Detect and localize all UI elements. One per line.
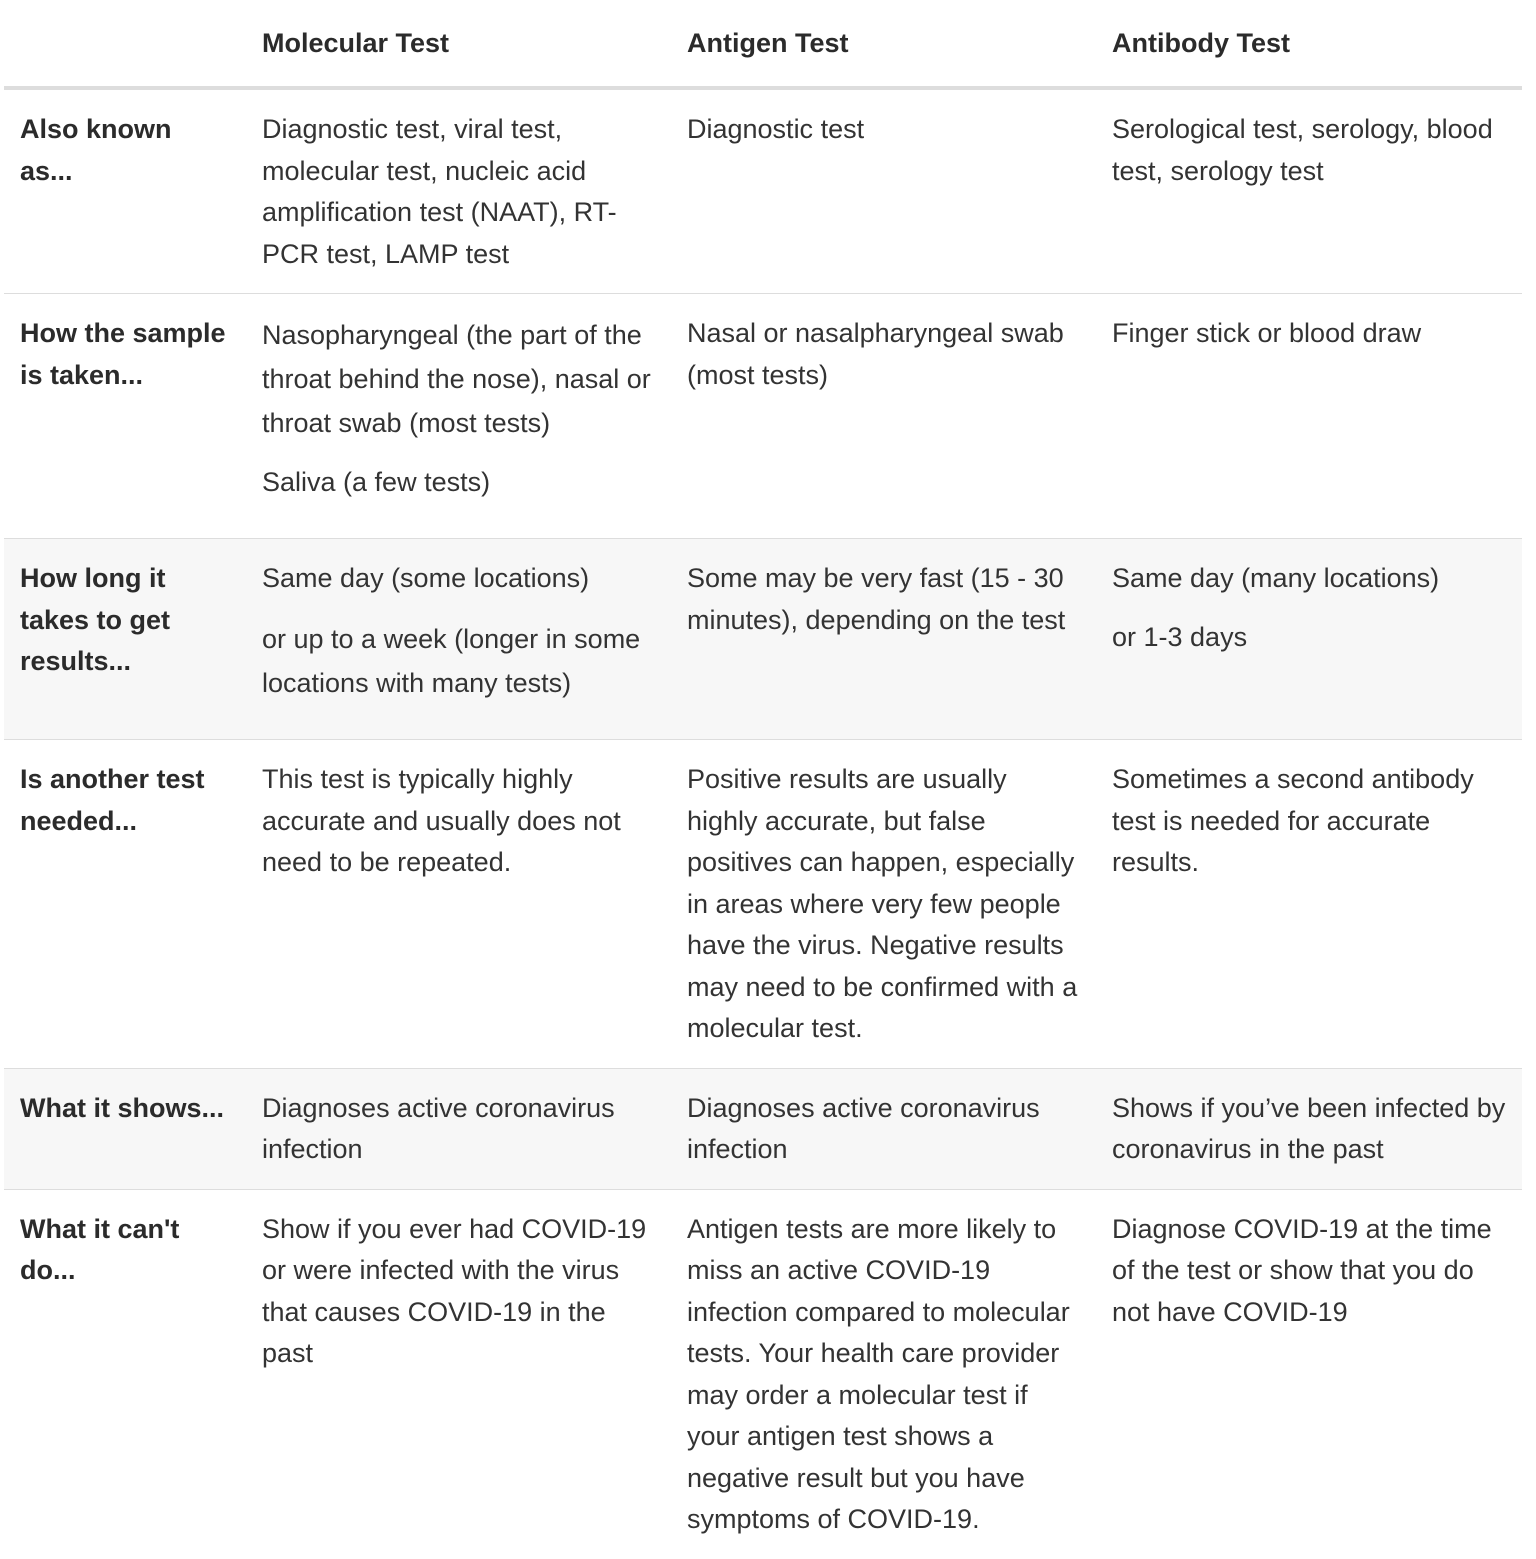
cell-text: Nasal or nasalpharyngeal swab (most tests) [687,318,1064,390]
molecular-cell [246,1189,671,1559]
cell-text: Diagnose COVID-19 at the time of the test or show that you do not have COVID-19 [1112,1213,1492,1327]
header-molecular-test: Molecular Test [246,0,671,88]
row-label: What it shows... [4,1068,246,1189]
covid-test-comparison-table [4,0,1522,1559]
antigen-cell [671,88,1096,294]
cell-text: Show if you ever had COVID-19 or were infected with the virus that causes COVID-19 in the past [262,1213,647,1368]
table-row [4,740,1522,1069]
molecular-cell [246,539,671,740]
cell-text: Finger stick or blood draw [1112,318,1422,348]
table-row [4,539,1522,740]
row-label: Also known as... [20,114,172,186]
comparison-table-container [4,0,1522,1559]
cell-text: This test is typically highly accurate and usually does not need to be repeated. [262,764,621,877]
table-row [4,88,1522,294]
row-label: How the sample is taken... [4,294,246,539]
antibody-cell [1096,740,1522,1069]
molecular-cell [246,88,671,294]
antigen-cell [671,294,1096,539]
cell-text: Shows if you’ve been infected by coronavirus in the past [1112,1092,1506,1164]
row-label: Is another test needed... [4,740,246,1069]
cell-text: Diagnoses active coronavirus infection [262,1092,615,1164]
antibody-cell [1096,1068,1522,1189]
antibody-cell [1096,1189,1522,1559]
header-row [4,0,1522,88]
cell-text: Saliva (a few tests) [262,467,491,497]
cell-text: Diagnoses active coronavirus infection [687,1092,1040,1164]
row-label: How long it takes to get results... [4,539,246,740]
table-row [4,294,1522,539]
cell-text: Diagnostic test, viral test, molecular test, nucleic acid amplification test (NAAT), RT-PCR test, LAMP test [262,114,617,269]
cell-text: Nasopharyngeal (the part of the throat behind the nose), nasal or throat swab (most tests) [262,320,651,438]
cell-text: or 1-3 days [1112,621,1248,652]
antibody-cell [1096,88,1522,294]
header-antibody-test: Antibody Test [1096,0,1522,88]
antibody-cell [1096,294,1522,539]
cell-text: Serological test, serology, blood test, serology test [1112,114,1493,186]
cell-text: Same day (many locations) [1112,563,1440,593]
antigen-cell [671,740,1096,1069]
cell-text: Diagnostic test [687,114,865,144]
cell-text: Sometimes a second antibody test is needed for accurate results. [1112,764,1474,877]
header-antigen-test: Antigen Test [671,0,1096,88]
molecular-cell [246,740,671,1069]
cell-text: Some may be very fast (15 - 30 minutes), depending on the test [687,563,1066,635]
antibody-cell [1096,539,1522,740]
cell-text: Antigen tests are more likely to miss an active COVID-19 infection compared to molecular tests. Your health care provider may order a molecular test if your antigen test shows a negative result but you have symptoms of COVID-19. [687,1213,1070,1534]
row-label: What it can't do... [4,1189,246,1559]
table-row [4,1068,1522,1189]
cell-text: Positive results are usually highly accurate, but false positives can happen, especially in areas where very few people have the virus. Negative results may need to be confirmed with a molecular test. [687,764,1078,1043]
molecular-cell [246,294,671,539]
antigen-cell [671,1068,1096,1189]
cell-text: Same day (some locations) [262,563,590,593]
antigen-cell [671,539,1096,740]
header-empty-cell [4,0,246,88]
molecular-cell [246,1068,671,1189]
cell-text: or up to a week (longer in some locations with many tests) [262,623,641,698]
table-row [4,1189,1522,1559]
antigen-cell [671,1189,1096,1559]
